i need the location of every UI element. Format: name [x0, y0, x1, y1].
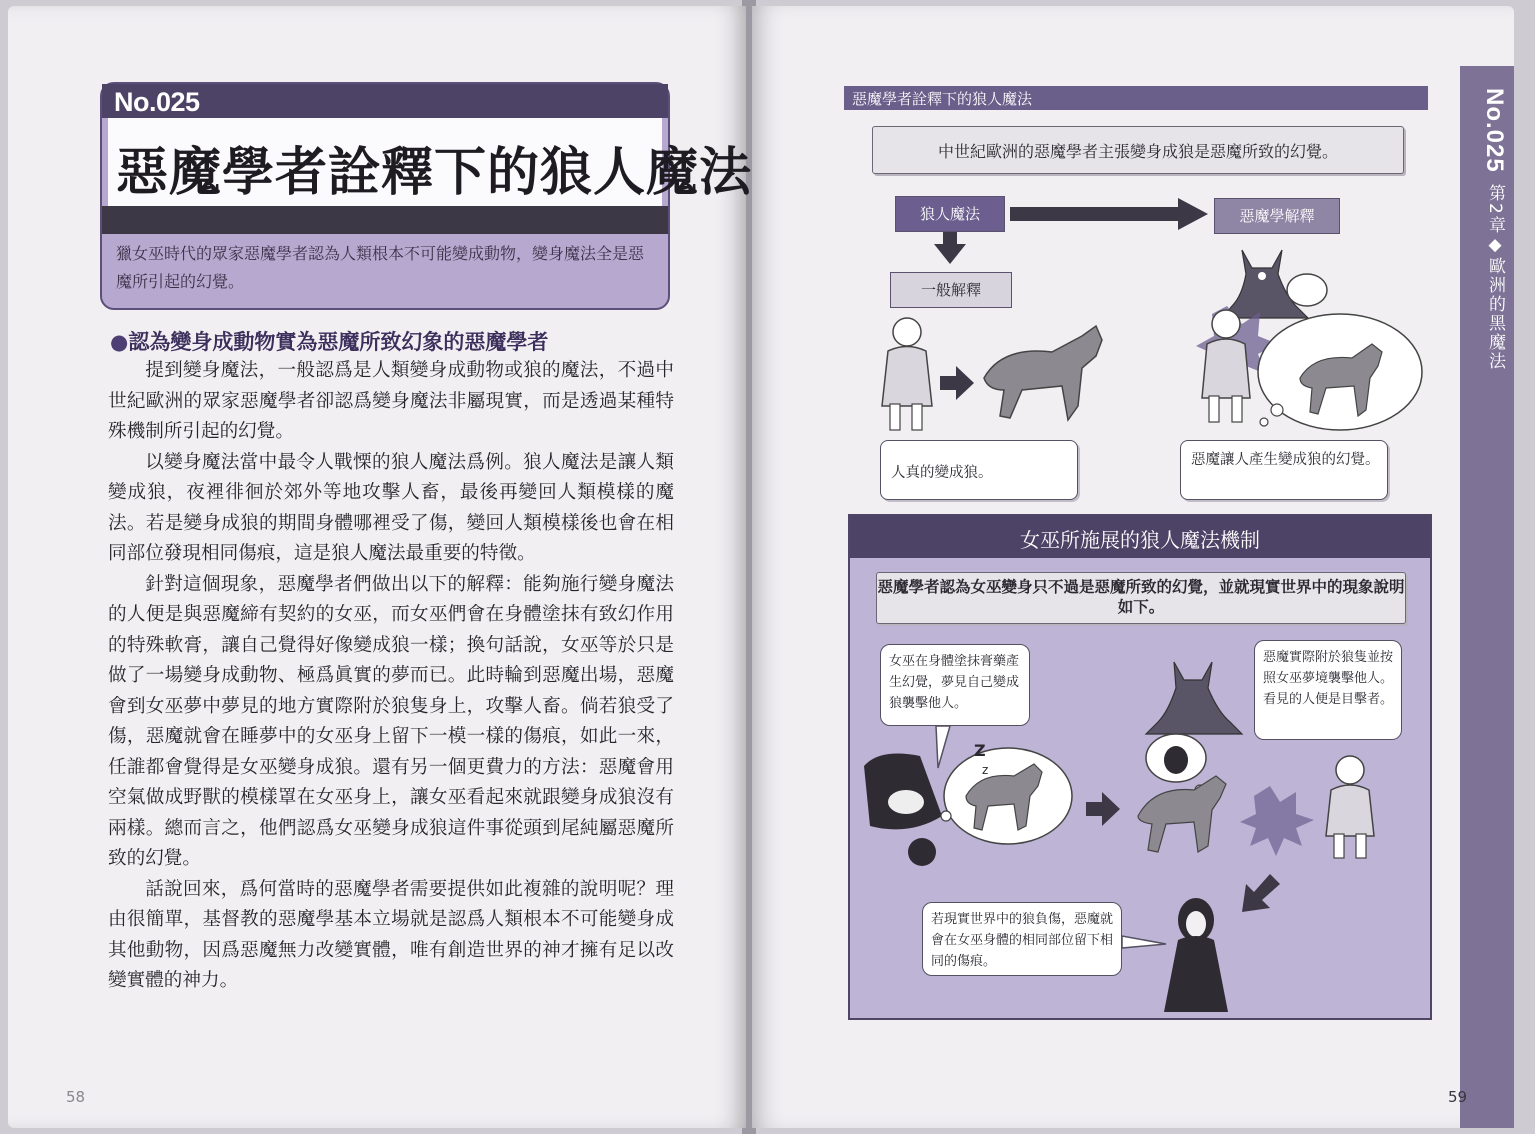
top-diagram-graphics — [752, 6, 1452, 506]
witch-speech-bubble: 女巫在身體塗抹膏藥產生幻覺，夢見自己變成狼襲擊他人。 — [880, 644, 1030, 726]
svg-text:z: z — [982, 763, 989, 777]
witch-figure-icon — [1164, 898, 1228, 1012]
wound-speech-bubble: 若現實世界中的狼負傷，惡魔就會在女巫身體的相同部位留下相同的傷痕。 — [922, 902, 1122, 976]
title-box — [100, 82, 753, 310]
diagonal-arrow-icon — [1242, 874, 1280, 912]
process-arrow-icon — [1086, 792, 1120, 826]
thought-bubble-icon — [1287, 274, 1327, 306]
page-number-right: 59 — [1448, 1088, 1468, 1106]
transform-arrow-icon — [940, 366, 974, 400]
claim-scroll-text: 中世紀歐洲的惡魔學者主張變身成狼是惡魔所致的幻覺。 — [937, 142, 1338, 161]
illusion-text: 惡魔讓人產生變成狼的幻覺。 — [1191, 452, 1380, 468]
entry-number-badge — [102, 84, 668, 118]
general-explanation-tag: 一般解釋 — [890, 272, 1012, 308]
right-page — [752, 6, 1514, 1128]
down-arrow-icon — [943, 232, 957, 246]
down-arrow-head-icon — [934, 244, 966, 264]
right-arrow-head-icon — [1178, 198, 1208, 230]
right-arrow-icon — [1010, 207, 1178, 221]
section-heading — [110, 326, 548, 356]
diagram-header-text: 惡魔學者詮釋下的狼人魔法 — [852, 90, 1033, 108]
body-text — [108, 356, 674, 997]
witch-thought-icon — [1146, 734, 1206, 795]
mechanism-panel — [848, 514, 1432, 1020]
real-transformation-box — [880, 440, 1078, 500]
werewolf-magic-tag: 狼人魔法 — [895, 196, 1005, 232]
illusion-bubble-icon — [1258, 314, 1422, 430]
demon-icon — [1146, 662, 1242, 734]
demonology-explanation-tag: 惡魔學解釋 — [1214, 198, 1340, 234]
paragraph: 提到變身魔法，一般認爲是人類變身成動物或狼的魔法，不過中世紀歐洲的眾家惡魔學者卻認爲變身魔法非屬現實，而是透過某種特殊機制所引起的幻覺。 — [108, 360, 674, 442]
paragraph: 話說回來，爲何當時的惡魔學者需要提供如此複雜的說明呢？理由很簡單，基督教的惡魔學基本立場就是認爲人類根本不可能變身成其他動物，因爲惡魔無力改變實體，唯有創造世界的神才擁有足以改變實體的神力。 — [108, 878, 674, 991]
bullet-icon: ● — [110, 330, 129, 354]
man-figure-icon — [882, 318, 932, 430]
mechanism-scroll-text: 惡魔學者認為女巫變身只不過是惡魔所致的幻覺，並就現實世界中的現象說明如下。 — [877, 578, 1405, 616]
demon-speech-bubble: 惡魔實際附於狼隻並按照女巫夢境襲擊他人。看見的人便是目擊者。 — [1254, 640, 1402, 740]
mechanism-title: 女巫所施展的狼人魔法機制 — [1020, 528, 1260, 552]
illusion-box — [1180, 440, 1388, 500]
title-panel — [108, 118, 753, 206]
summary-text: 獵女巫時代的眾家惡魔學者認為人類根本不可能變成動物，變身魔法全是惡魔所引起的幻覺。 — [116, 244, 645, 291]
real-transformation-text: 人真的變成狼。 — [891, 465, 993, 481]
section-heading-text: 認為變身成動物實為惡魔所致幻象的惡魔學者 — [128, 330, 549, 354]
sleep-zzz-icon: Z — [974, 741, 986, 760]
page-number-left: 58 — [66, 1088, 86, 1106]
paragraph: 針對這個現象，惡魔學者們做出以下的解釋：能夠施行變身魔法的人便是與惡魔締有契約的女巫，而女巫們會在身體塗抹有致幻作用的特殊軟膏，讓自己覺得好像變成狼一樣；換句話說，女巫等於只是做了一場變身成動物、極爲眞實的夢而已。此時輪到惡魔出場，惡魔會到女巫夢中夢見的地方實際附於狼隻身上，攻擊人畜。倘若狼受了傷，惡魔就會在睡夢中的女巫身上留下一模一樣的傷痕，如此一來，任誰都會覺得是女巫變身成狼。還有另一個更費力的方法：惡魔會用空氣做成野獸的模樣罩在女巫身上，讓女巫看起來就跟變身成狼沒有兩樣。總而言之，他們認爲女巫變身成狼這件事從頭到尾純屬惡魔所致的幻覺。 — [108, 573, 674, 869]
entry-number: No.025 — [114, 87, 200, 117]
side-chapter-label: 第2章◆歐洲的黑魔法 — [1485, 184, 1505, 371]
witness-man-icon — [1240, 756, 1374, 858]
attacking-wolf-icon — [1138, 776, 1226, 852]
dream-bubble-icon — [941, 748, 1072, 844]
sleeping-witch-icon — [864, 754, 942, 866]
paragraph: 以變身魔法當中最令人戰慄的狼人魔法爲例。狼人魔法是讓人類變成狼，夜裡徘徊於郊外等地攻擊人畜，最後再變回人類模樣的魔法。若是變身成狼的期間身體哪裡受了傷，變回人類模樣後也會在相同部位發現相同傷痕，這是狼人魔法最重要的特徵。 — [108, 451, 674, 564]
wolf-icon — [984, 326, 1102, 420]
title-divider — [102, 206, 668, 234]
side-entry-number: No.025 — [1481, 88, 1508, 173]
left-page — [8, 6, 753, 1128]
page-title: 惡魔學者詮釋下的狼人魔法 — [116, 143, 753, 203]
